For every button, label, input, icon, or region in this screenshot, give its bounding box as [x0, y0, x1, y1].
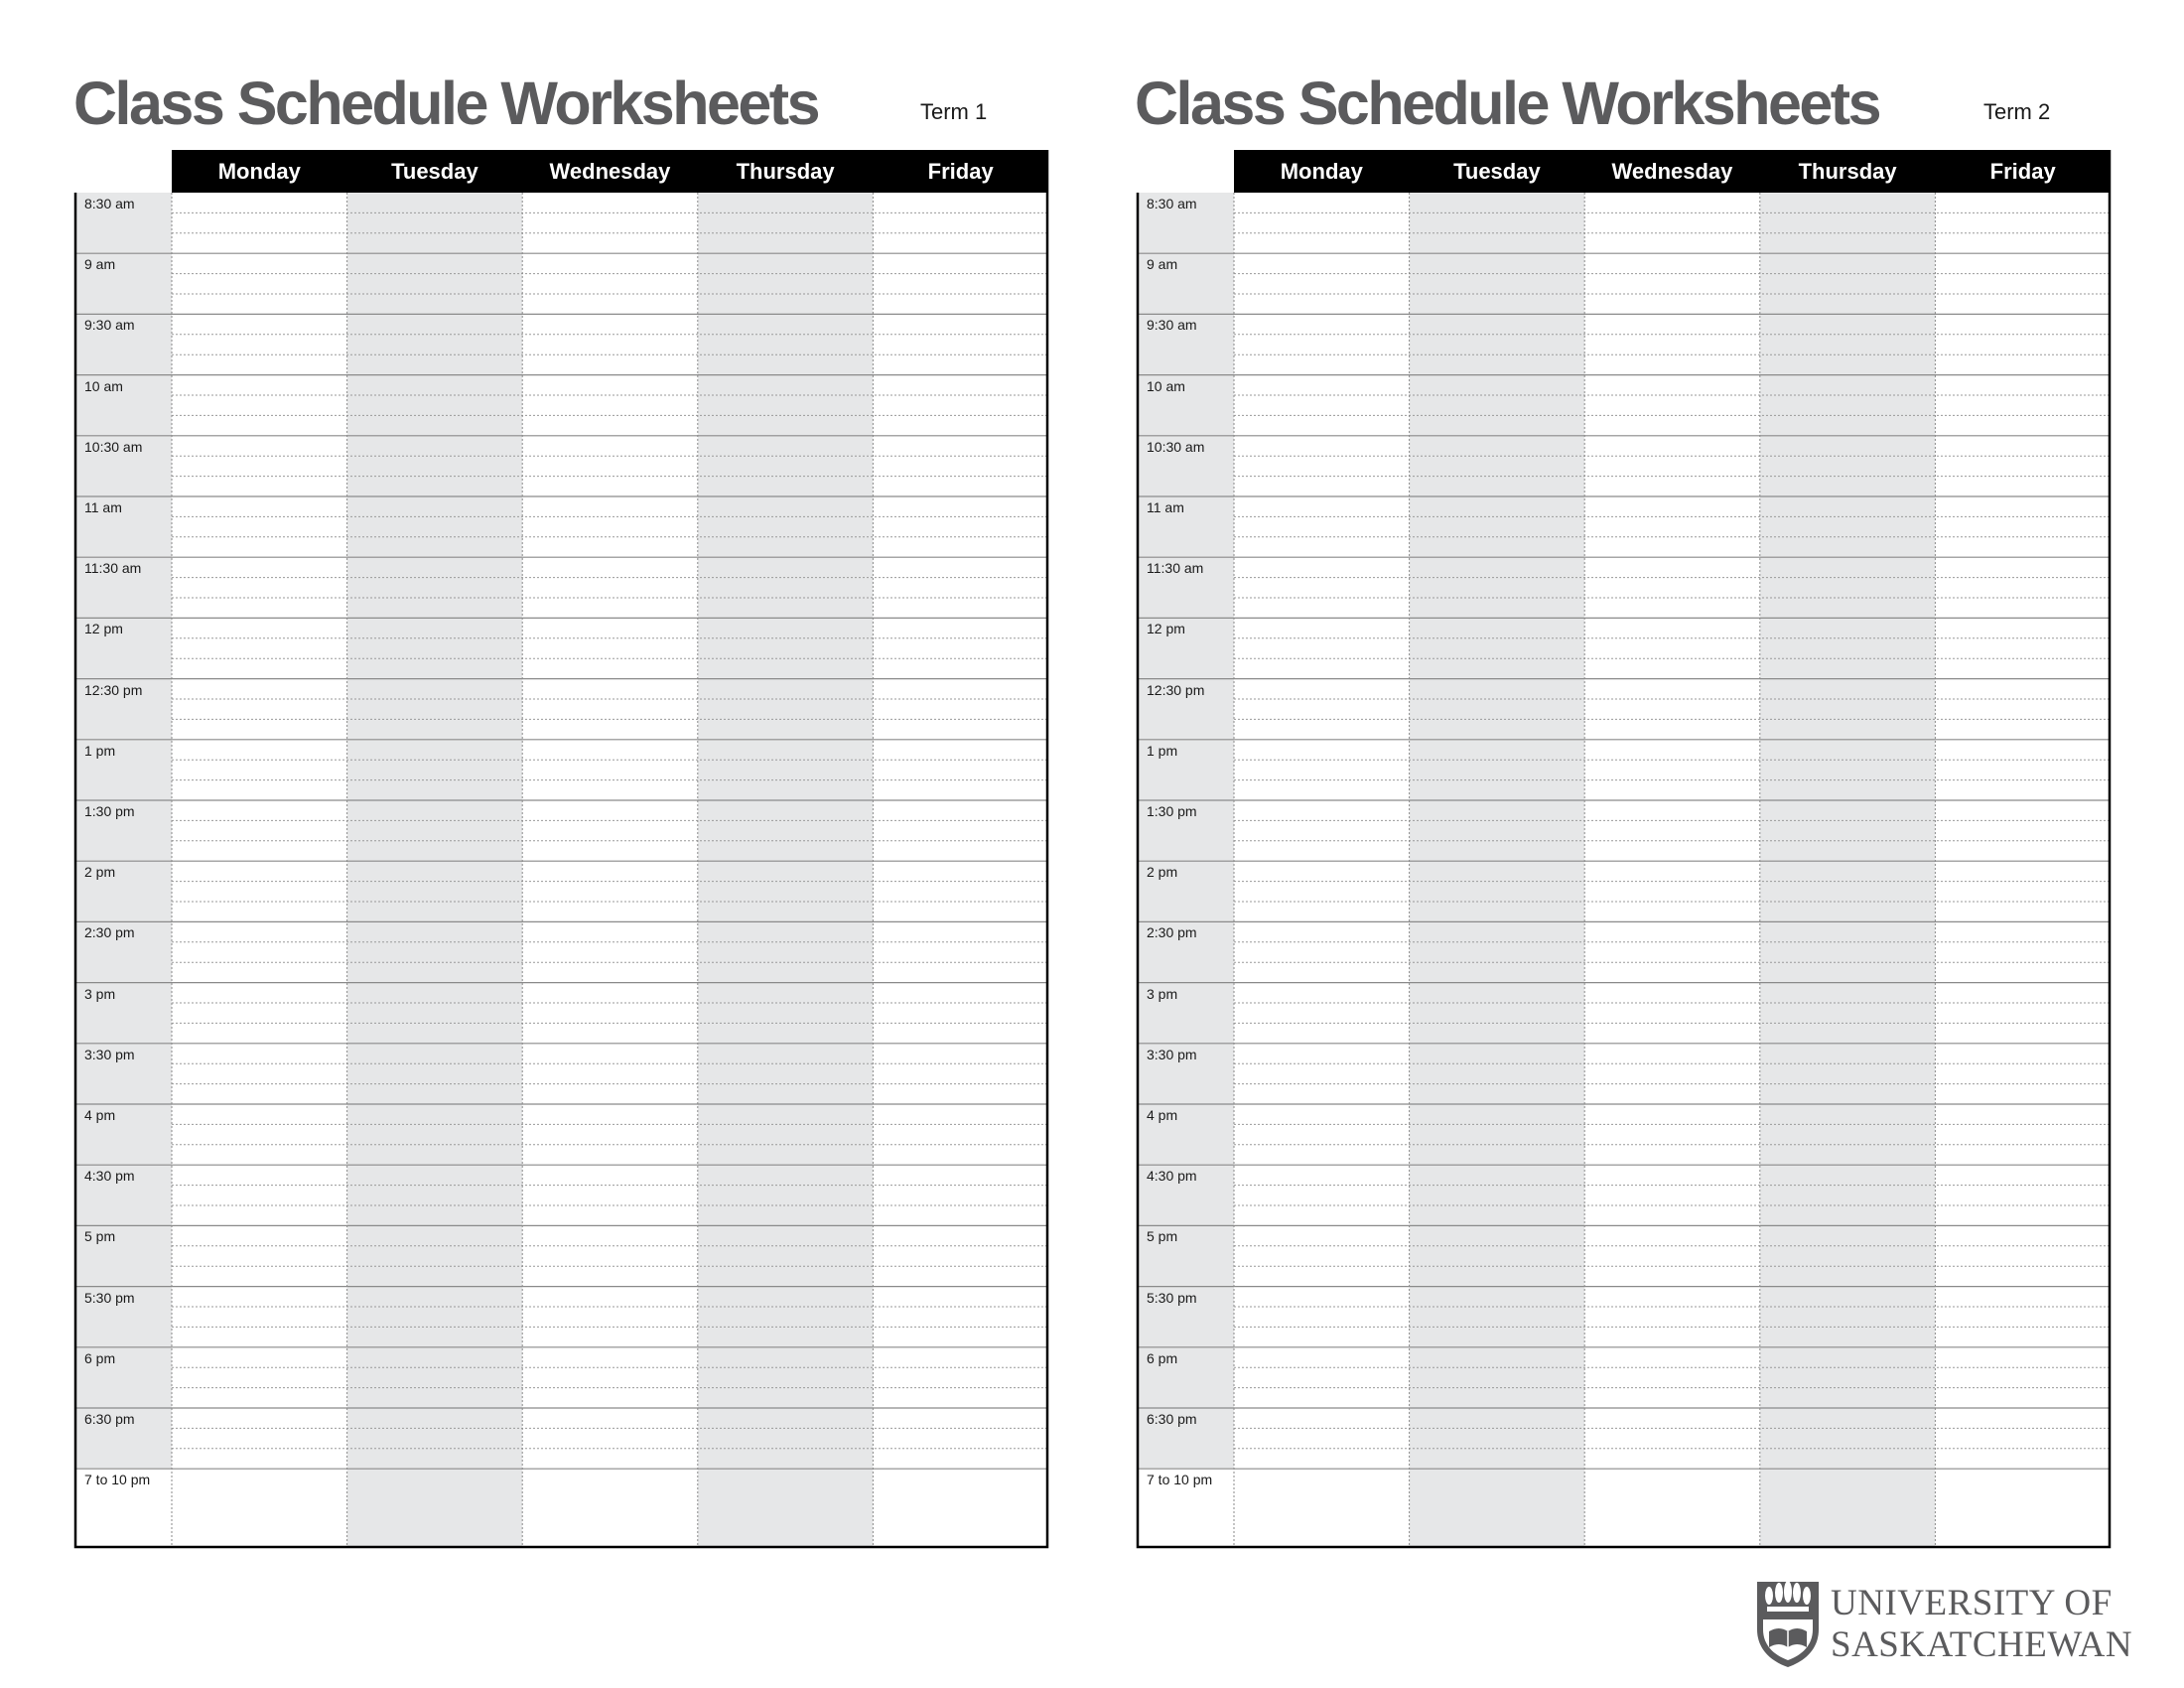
time-label: 4:30 pm — [1147, 1168, 1197, 1185]
day-header-wednesday: Wednesday — [549, 159, 671, 184]
day-header-thursday: Thursday — [1798, 159, 1897, 184]
day-header-tuesday: Tuesday — [391, 159, 478, 184]
time-label: 6:30 pm — [84, 1411, 135, 1427]
time-label: 10:30 am — [1147, 438, 1205, 455]
time-label: 7 to 10 pm — [84, 1472, 151, 1488]
time-label: 4 pm — [1147, 1107, 1178, 1123]
time-label: 12 pm — [84, 621, 123, 637]
time-label: 4 pm — [84, 1107, 116, 1123]
time-label: 1 pm — [84, 742, 116, 759]
logo-text-line-2: SASKATCHEWAN — [1831, 1624, 2133, 1665]
time-label: 10 am — [84, 377, 123, 394]
time-label: 9 am — [84, 256, 116, 273]
time-label: 3 pm — [1147, 985, 1178, 1002]
time-label: 9:30 am — [84, 317, 135, 334]
day-header-friday: Friday — [927, 159, 994, 184]
time-label: 11 am — [84, 499, 122, 515]
time-label: 6 pm — [1147, 1349, 1178, 1366]
time-label: 1:30 pm — [1147, 803, 1197, 819]
time-label: 7 to 10 pm — [1147, 1472, 1213, 1488]
time-label: 3:30 pm — [84, 1046, 135, 1062]
day-header-monday: Monday — [217, 159, 301, 184]
time-label: 9 am — [1147, 256, 1178, 273]
day-header-friday: Friday — [1989, 159, 2056, 184]
time-label: 12:30 pm — [84, 681, 143, 698]
university-logo — [1755, 1580, 2132, 1669]
time-label: 1 pm — [1147, 742, 1178, 759]
time-label: 3:30 pm — [1147, 1046, 1197, 1062]
time-label: 2 pm — [84, 864, 116, 881]
time-label: 5:30 pm — [84, 1289, 135, 1306]
time-label: 4:30 pm — [84, 1168, 135, 1185]
logo-text-line-1: UNIVERSITY OF — [1831, 1583, 2113, 1623]
time-label: 6:30 pm — [1147, 1411, 1197, 1427]
schedule-grid-term-1 — [74, 150, 1048, 1548]
time-label: 5 pm — [84, 1228, 116, 1245]
time-label: 1:30 pm — [84, 803, 135, 819]
time-label: 8:30 am — [1147, 196, 1197, 211]
time-label: 2:30 pm — [1147, 924, 1197, 941]
day-header-tuesday: Tuesday — [1453, 159, 1541, 184]
day-header-monday: Monday — [1280, 159, 1363, 184]
term-label-2: Term 2 — [1983, 99, 2051, 124]
time-label: 12 pm — [1147, 621, 1185, 637]
time-label: 2:30 pm — [84, 924, 135, 941]
time-label: 5 pm — [1147, 1228, 1178, 1245]
time-label: 6 pm — [84, 1349, 116, 1366]
worksheet-title-term-1: Class Schedule Worksheets — [73, 70, 819, 137]
term-label-1: Term 1 — [920, 99, 988, 124]
time-label: 11:30 am — [84, 560, 142, 577]
day-header-wednesday: Wednesday — [1611, 159, 1733, 184]
time-label: 3 pm — [84, 985, 116, 1002]
time-label: 11:30 am — [1147, 560, 1204, 577]
time-label: 12:30 pm — [1147, 681, 1205, 698]
time-label: 10 am — [1147, 377, 1185, 394]
university-crest-icon — [1755, 1580, 1821, 1669]
time-label: 9:30 am — [1147, 317, 1197, 334]
time-label: 2 pm — [1147, 864, 1178, 881]
day-header-thursday: Thursday — [736, 159, 835, 184]
time-label: 5:30 pm — [1147, 1289, 1197, 1306]
time-label: 8:30 am — [84, 196, 135, 211]
schedule-grid-term-2 — [1137, 150, 2111, 1548]
worksheet-title-term-2: Class Schedule Worksheets — [1135, 70, 1880, 137]
time-label: 10:30 am — [84, 438, 143, 455]
time-label: 11 am — [1147, 499, 1184, 515]
